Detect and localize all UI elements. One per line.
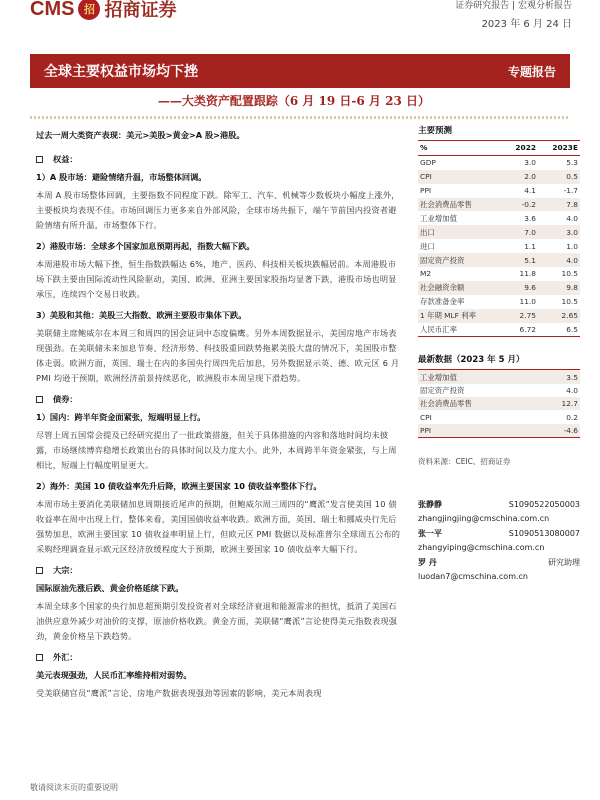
report-title: 全球主要权益市场均下挫 — [44, 64, 198, 80]
forecast-row — [418, 295, 580, 309]
forecast-row — [418, 267, 580, 281]
forecast-label: 存款准备金率 — [420, 297, 465, 307]
analyst-name: 张一平 — [418, 528, 442, 538]
a-share-body: 本周 A 股市场整体回调，主要指数不同程度下跌。除军工、汽车、机械等少数板块小幅度上涨外，主要板块均表现不佳。市场回调压力更多来自外部风险，全球市场共振下，端午节前国内投资者避险情绪有所升温，市场整体下行。 — [36, 190, 400, 230]
logo-en: CMS — [30, 0, 75, 20]
dotted-divider — [30, 116, 570, 119]
report-subtitle: ——大类资产配置跟踪（6 月 19 日-6 月 23 日） — [157, 94, 430, 108]
analyst-name: 张静静 — [418, 500, 442, 509]
commodities-body: 本周全球多个国家的央行加息超预期引发投资者对全球经济衰退和能源需求的担忧，抵消了美国石油供应意外减少对油价的支撑，原油价格收跌。黄金方面，美联储“鹰派”言论使得美元指数表现强劲，黄金价格呈下跌趋势。 — [36, 601, 398, 641]
forecast-header: 2023E — [538, 141, 580, 156]
forecast-value: 11.0 — [519, 297, 536, 307]
forecast-header: % — [418, 141, 503, 156]
latest-row — [418, 384, 580, 397]
forecast-label: 社会消费品零售 — [418, 198, 503, 212]
forecast-value: 9.6 — [503, 281, 538, 295]
forecast-value: 1.1 — [524, 241, 536, 251]
hk-body: 本周港股市场大幅下挫，恒生指数跌幅达 6%，地产、医药、科技相关板块跌幅居前。本周港股市场下跌主要由国际流动性风险驱动，美国、欧洲、亚洲主要国家股指均显著下跌，港股市场也明显承压，连续四个交易日收跌。 — [36, 259, 397, 299]
forecast-value: 3.0 — [524, 158, 536, 168]
domestic-bond-heading: 1）国内：跨半年资金面紧张，短端明显上行。 — [36, 412, 206, 422]
forecast-row — [418, 225, 580, 239]
bullet-square-icon — [36, 567, 43, 574]
forecast-value: 4.0 — [538, 253, 580, 267]
latest-value: -4.6 — [536, 424, 580, 438]
forecast-value: 1.0 — [566, 241, 578, 251]
forecast-row — [418, 211, 580, 225]
forecast-value: 10.5 — [561, 269, 578, 279]
analyst-row — [418, 527, 580, 541]
section-equity: 权益： — [36, 152, 404, 167]
overseas-bond-body: 本周市场主要消化美联储加息周期接近尾声的预期，但鲍威尔周三周四的“鹰派”发言使美国 10 债收益率在周中出现上行，整体来看，美国国债收益率收跌。欧洲方面，英国、瑞士和挪威央行先后强势加息，欧洲主要国家 10 债收益率明显上行，但欧元区 PMI 数据以及标准普尔全球周五公布的采购经理调查显示欧元区经济放缓程度大于预期，欧洲主要国家 10 债收益率大幅下行。 — [36, 499, 401, 554]
forecast-row — [418, 155, 580, 169]
domestic-bond-body: 尽管上周五国常会提及已经研究提出了一批政策措施，但关于具体措施的内容和落地时间均未披露，市场继续博弈稳增长政策出台的具体时间以及力度大小。此外，本周跨半年资金紧张，与上周相比，短端上行幅度明显更大。 — [36, 430, 397, 470]
title-banner — [30, 54, 570, 88]
analyst-email[interactable]: zhangyiping@cmschina.com.cn — [418, 543, 545, 553]
forecast-value: -1.7 — [563, 186, 578, 196]
fx-body: 受美联储官员“鹰派”言论、房地产数据表现强劲等因素的影响，美元本周表现 — [36, 688, 322, 698]
forecast-value: 6.5 — [538, 323, 580, 337]
hk-heading: 2）港股市场：全球多个国家加息预期再起，指数大幅下跌。 — [36, 241, 255, 251]
section-commodities: 大宗： — [36, 563, 404, 578]
overseas-bond-heading: 2）海外：美国 10 债收益率先升后降，欧洲主要国家 10 债收益率整体下行。 — [36, 481, 322, 491]
forecast-header: 2022 — [503, 141, 538, 156]
latest-value: 3.5 — [536, 370, 580, 384]
bullet-square-icon — [36, 396, 43, 403]
forecast-row — [418, 170, 580, 184]
forecast-label: 进口 — [420, 241, 435, 251]
report-tag: 专题报告 — [507, 64, 556, 79]
report-date: 2023 年 6 月 24 日 — [481, 19, 572, 30]
forecast-value: 2.0 — [503, 170, 538, 184]
forecast-value: 11.8 — [519, 269, 536, 279]
forecast-header-row — [418, 141, 580, 156]
forecast-label: 1 年期 MLF 利率 — [418, 309, 503, 323]
latest-label: CPI — [420, 412, 432, 422]
forecast-value: 4.0 — [566, 213, 578, 223]
forecast-row — [418, 281, 580, 295]
latest-row — [418, 370, 580, 384]
report-meta — [455, 0, 572, 31]
section-fx: 外汇： — [36, 650, 404, 665]
forecast-value: 0.5 — [538, 170, 580, 184]
analyst-row — [418, 498, 580, 512]
a-share-heading: 1）A 股市场：避险情绪升温，市场整体回调。 — [36, 172, 207, 182]
forecast-value: 9.8 — [538, 281, 580, 295]
latest-value: 4.0 — [566, 385, 578, 395]
forecast-row — [418, 184, 580, 198]
forecast-label: 出口 — [418, 225, 503, 239]
forecast-value: 7.8 — [538, 198, 580, 212]
latest-label: 工业增加值 — [418, 370, 536, 384]
forecast-label: PPI — [420, 186, 432, 196]
logo-mark-icon: 招 — [78, 0, 100, 20]
latest-table — [418, 369, 580, 437]
section-bonds: 债券： — [36, 392, 404, 407]
summary-lead: 过去一周大类资产表现：美元>美股>黄金>A 股>港股。 — [36, 130, 245, 140]
analyst-row — [418, 556, 580, 570]
forecast-value: 2.65 — [538, 309, 580, 323]
forecast-value: 3.6 — [524, 213, 536, 223]
logo-cn: 招商证券 — [104, 0, 177, 21]
data-source: 资料来源：CEIC、招商证券 — [418, 456, 511, 466]
analyst-id: 研究助理 — [548, 557, 580, 567]
forecast-label: M2 — [420, 269, 432, 279]
forecast-label: 人民币汇率 — [418, 323, 503, 337]
analyst-id: S1090522050003 — [508, 500, 580, 509]
forecast-label: 工业增加值 — [420, 213, 457, 223]
latest-row — [418, 397, 580, 410]
forecast-label: CPI — [418, 170, 503, 184]
forecast-label: 固定资产投资 — [418, 253, 503, 267]
commodities-heading: 国际原油先涨后跌、黄金价格延续下跌。 — [36, 583, 184, 593]
report-type: 证券研究报告 | 宏观分析报告 — [455, 1, 572, 11]
forecast-label: 社会融资余额 — [418, 281, 503, 295]
forecast-value: 5.1 — [503, 253, 538, 267]
latest-value: 12.7 — [536, 397, 580, 410]
forecast-value: 3.0 — [538, 225, 580, 239]
forecast-label: GDP — [420, 158, 436, 168]
forecast-row — [418, 198, 580, 212]
forecast-value: 6.72 — [503, 323, 538, 337]
forecast-row — [418, 253, 580, 267]
forecast-row — [418, 309, 580, 323]
sidebar — [418, 124, 580, 467]
forecast-value: 2.75 — [503, 309, 538, 323]
forecast-value: 7.0 — [503, 225, 538, 239]
latest-row — [418, 424, 580, 438]
latest-title: 最新数据（2023 年 5 月） — [418, 355, 525, 366]
forecast-row — [418, 323, 580, 337]
us-body: 美联储主席鲍威尔在本周三和周四的国会证词中态度偏鹰。另外本周数据显示，美国房地产市场表现强劲。在美联储未来加息节奏、经济形势、科技股重回跌势拖累美股大盘的情况下，美国股市整体走弱。欧洲方面，英国、瑞士在内的多国央行周四先后加息，另外数据显示英、德、欧元区 6 月 PMI 均逊于预期，欧洲经济前景持续恶化，欧洲股市本周呈现下滑趋势。 — [36, 328, 400, 383]
analyst-email[interactable]: zhangjingjing@cmschina.com.cn — [418, 514, 550, 524]
forecast-row — [418, 239, 580, 253]
footer-notice: 敬请阅读末页的重要说明 — [30, 783, 118, 792]
fx-heading: 美元表现强劲，人民币汇率维持相对弱势。 — [36, 670, 192, 680]
analyst-id: S1090513080007 — [508, 528, 580, 538]
forecast-value: 5.3 — [566, 158, 578, 168]
forecast-title: 主要预测 — [418, 126, 453, 136]
forecast-value: 4.1 — [524, 186, 536, 196]
latest-label: PPI — [418, 424, 536, 438]
latest-row — [418, 410, 580, 423]
forecast-table — [418, 140, 580, 337]
us-heading: 3）美股和其他：美股三大指数、欧洲主要股市集体下跌。 — [36, 310, 247, 320]
analyst-name: 罗 丹 — [418, 557, 437, 567]
bullet-square-icon — [36, 156, 43, 163]
forecast-value: 10.5 — [561, 297, 578, 307]
company-logo — [30, 0, 176, 22]
analyst-email[interactable]: luodan7@cmschina.com.cn — [418, 572, 528, 582]
latest-label: 固定资产投资 — [420, 385, 465, 395]
latest-label: 社会消费品零售 — [418, 397, 536, 410]
bullet-square-icon — [36, 654, 43, 661]
latest-value: 0.2 — [566, 412, 578, 422]
analyst-block — [418, 498, 580, 584]
main-column — [36, 128, 404, 707]
forecast-value: -0.2 — [503, 198, 538, 212]
